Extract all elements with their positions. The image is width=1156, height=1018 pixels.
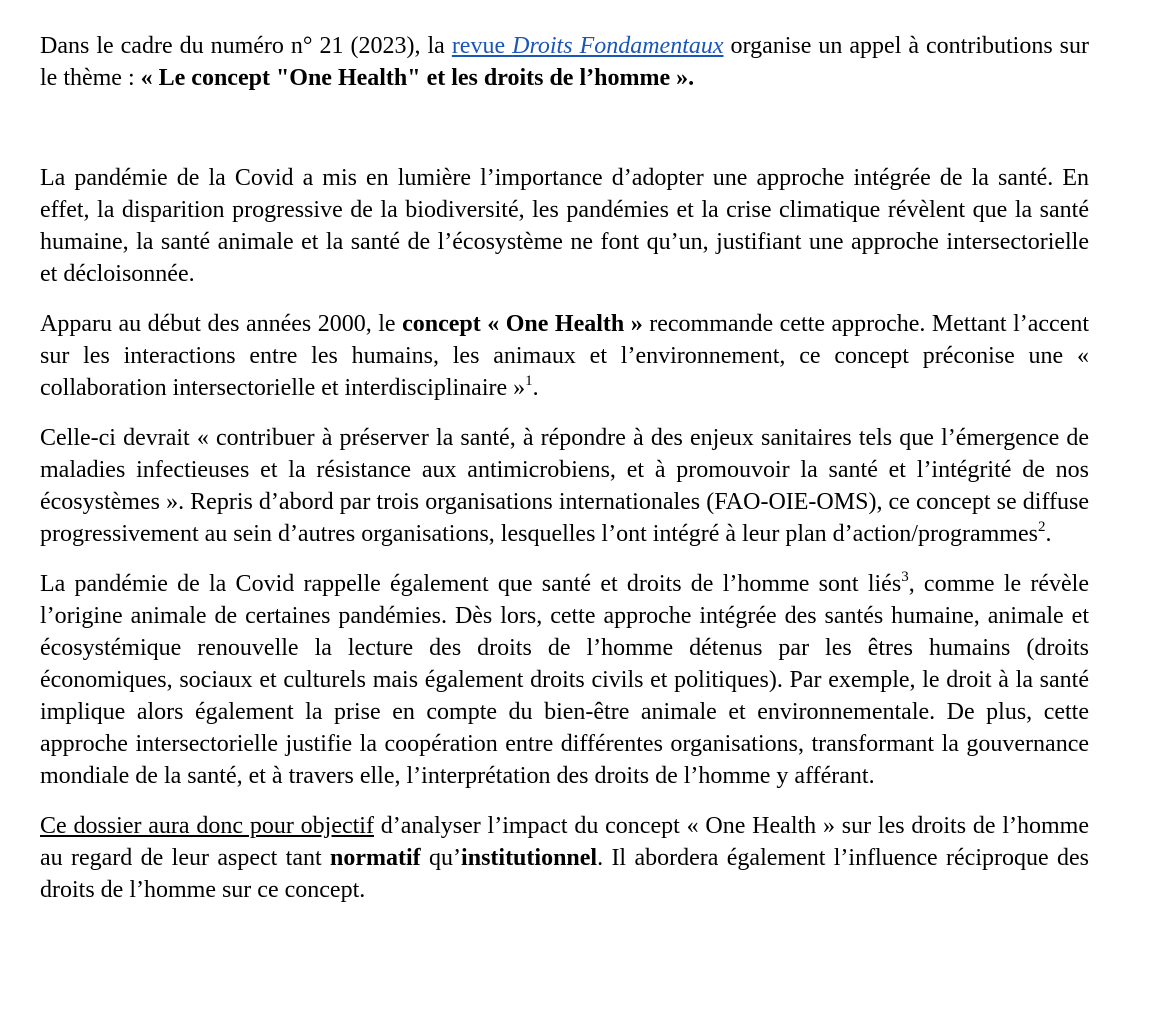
one-health-concept-bold: concept « One Health »: [402, 311, 643, 337]
paragraph-5: [40, 810, 1089, 906]
intro-text-2: organise un appel à contributions sur le thème :: [40, 33, 1090, 91]
intro-text-1: Dans le cadre du numéro n° 21 (2023), la: [40, 33, 452, 59]
footnote-ref-2[interactable]: 2: [1037, 519, 1046, 535]
objective-underlined: Ce dossier aura donc pour objectif: [40, 813, 374, 839]
normatif-bold: normatif: [330, 845, 421, 871]
paragraph-1-text: La pandémie de la Covid a mis en lumière l’importance d’adopter une approche intégrée de la santé. En effet, la disparition progressive de la biodiversité, les pandémies et la crise climatique révèlent que la santé humaine, la santé animale et la santé de l’écosystème ne font qu’un, justifiant une approche intersectorielle et décloisonnée.: [40, 165, 1089, 287]
paragraph-4-text-1: La pandémie de la Covid rappelle également que santé et droits de l’homme sont liés: [40, 571, 902, 597]
paragraph-1: [40, 162, 1089, 290]
paragraph-4: [40, 568, 1089, 792]
paragraph-3-text-1: Celle-ci devrait « contribuer à préserver la santé, à répondre à des enjeux sanitaires tels que l’émergence de maladies infectieuses et la résistance aux antimicrobiens, et à promouvoir la santé et l’intégrité de nos écosystèmes ». Repris d’abord par trois organisations internationales (FAO-OIE-OMS), ce concept se diffuse progressivement au sein d’autres organisations, lesquelles l’ont intégré à leur plan d’action/programmes: [40, 425, 1089, 547]
intro-paragraph: [40, 30, 1089, 94]
paragraph-2: [40, 308, 1089, 404]
document-page: [40, 30, 1089, 924]
paragraph-2-text-1: Apparu au début des années 2000, le: [40, 311, 403, 337]
paragraph-5-text-1: d’analyser l’impact du concept « One Health » sur les droits de l’homme au regard de leur aspect tant: [40, 813, 1089, 871]
revue-link[interactable]: [452, 33, 724, 59]
paragraph-3-text-2: .: [1045, 521, 1052, 547]
theme-title: « Le concept "One Health" et les droits de l’homme ».: [140, 65, 695, 91]
revue-link-prefix: revue: [451, 33, 513, 59]
paragraph-5-text-2: qu’: [420, 845, 462, 871]
revue-link-title: Droits Fondamentaux: [512, 33, 724, 59]
footnote-ref-3[interactable]: 3: [901, 569, 909, 585]
paragraph-5-text-3: . Il abordera également l’influence réciproque des droits de l’homme sur ce concept.: [40, 845, 1090, 903]
paragraph-2-text-3: .: [532, 375, 539, 401]
paragraph-2-text-2: recommande cette approche. Mettant l’accent sur les interactions entre les humains, les animaux et l’environnement, ce concept préconise une « collaboration intersectorielle et interdisciplinaire »: [40, 311, 1090, 401]
footnote-ref-1[interactable]: 1: [525, 373, 533, 389]
paragraph-3: [40, 422, 1089, 550]
institutionnel-bold: institutionnel: [461, 845, 598, 871]
paragraph-4-text-2: , comme le révèle l’origine animale de certaines pandémies. Dès lors, cette approche intégrée des santés humaine, animale et écosystémique renouvelle la lecture des droits de l’homme détenus par les êtres humains (droits économiques, sociaux et culturels mais également droits civils et politiques). Par exemple, le droit à la santé implique alors également la prise en compte du bien-être animale et environnementale. De plus, cette approche intersectorielle justifie la coopération entre différentes organisations, transformant la gouvernance mondiale de la santé, et à travers elle, l’interprétation des droits de l’homme y afférant.: [40, 571, 1090, 789]
